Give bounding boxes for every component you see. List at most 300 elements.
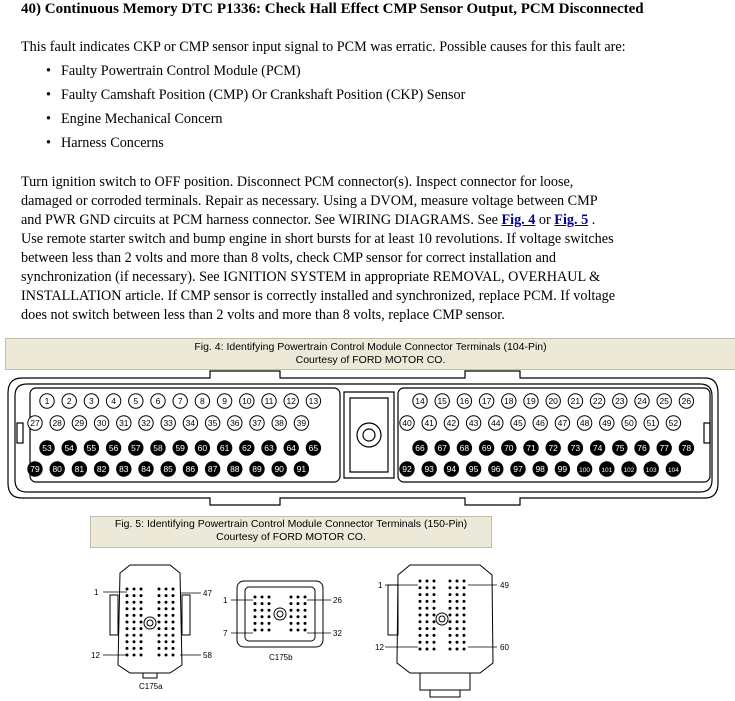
pin-label-53: 53 <box>42 443 52 454</box>
terminal-dot <box>419 600 422 603</box>
pin-label-101: 101 <box>601 467 613 475</box>
pin-label-102: 102 <box>623 467 635 475</box>
pin-label-79: 79 <box>30 464 40 475</box>
pin-label-95: 95 <box>468 464 479 475</box>
pin-label-17: 17 <box>481 396 492 407</box>
terminal-dot <box>290 609 293 612</box>
terminal-dot <box>433 580 436 583</box>
terminal-dot <box>463 580 466 583</box>
bullet-icon: • <box>46 135 51 151</box>
pin-label-12: 12 <box>286 396 296 407</box>
pin-label-80: 80 <box>52 464 62 475</box>
terminal-dot <box>426 586 429 589</box>
terminal-dot <box>297 622 300 625</box>
pin-label-1: 1 <box>44 396 50 407</box>
pin-label-67: 67 <box>437 443 447 454</box>
terminal-dot <box>463 600 466 603</box>
terminal-dot <box>140 621 143 624</box>
pin-label-32: 32 <box>141 418 151 429</box>
c175b-name-label: C175b <box>269 653 293 662</box>
terminal-dot <box>419 641 422 644</box>
terminal-dot <box>419 634 422 637</box>
terminal-dot <box>419 648 422 651</box>
terminal-dot <box>158 634 161 637</box>
terminal-dot <box>433 634 436 637</box>
pin-label-81: 81 <box>74 464 85 475</box>
terminal-dot <box>449 614 452 617</box>
terminal-dot <box>254 609 257 612</box>
fig5-caption: Fig. 5: Identifying Powertrain Control Module Connector Terminals (150-Pin) Courtesy of FORD MOTOR CO. <box>90 516 492 548</box>
terminal-dot <box>268 615 271 618</box>
pin-label-50: 50 <box>624 418 634 429</box>
terminal-dot <box>254 602 257 605</box>
terminal-dot <box>419 614 422 617</box>
terminal-dot <box>426 580 429 583</box>
pin-label-77: 77 <box>659 443 669 454</box>
pin-label-84: 84 <box>141 464 151 475</box>
terminal-dot <box>261 615 264 618</box>
terminal-dot <box>268 629 271 632</box>
terminal-dot <box>165 607 168 610</box>
terminal-dot <box>126 647 129 650</box>
terminal-dot <box>126 607 129 610</box>
c175b-pin-32-label: 32 <box>333 629 342 638</box>
terminal-dot <box>172 588 175 591</box>
pin-label-68: 68 <box>459 443 470 454</box>
terminal-dot <box>419 593 422 596</box>
pin-label-99: 99 <box>557 464 568 475</box>
terminal-dot <box>165 588 168 591</box>
pin-label-61: 61 <box>219 443 230 454</box>
terminal-dot <box>133 634 136 637</box>
pin-label-92: 92 <box>402 464 412 475</box>
terminal-dot <box>172 594 175 597</box>
pin-label-59: 59 <box>175 443 185 454</box>
pin-label-71: 71 <box>526 443 536 454</box>
terminal-dot <box>165 640 168 643</box>
terminal-dot <box>254 596 257 599</box>
terminal-dot <box>133 640 136 643</box>
terminal-dot <box>297 609 300 612</box>
terminal-dot <box>433 586 436 589</box>
list-item: • Harness Concerns <box>46 135 164 151</box>
terminal-dot <box>304 622 307 625</box>
c175a-connector <box>110 565 190 678</box>
pin-label-40: 40 <box>402 418 412 429</box>
pin-label-48: 48 <box>579 418 590 429</box>
terminal-dot <box>140 601 143 604</box>
terminal-dot <box>261 622 264 625</box>
pin-label-26: 26 <box>681 396 692 407</box>
causes-list <box>0 62 465 158</box>
c175a-name-label: C175a <box>139 682 163 691</box>
pin-label-75: 75 <box>615 443 625 454</box>
terminal-dot <box>158 654 161 657</box>
pin-label-21: 21 <box>570 396 581 407</box>
pin-label-104: 104 <box>667 467 679 475</box>
pin-label-82: 82 <box>96 464 107 475</box>
pin-label-2: 2 <box>66 396 72 407</box>
terminal-dot <box>165 647 168 650</box>
terminal-dot <box>426 593 429 596</box>
procedure-text: Turn ignition switch to OFF position. Disconnect PCM connector(s). Inspect connector for loose, damaged or corroded terminals. Repair as necessary. Using a DVOM, measure voltage between CMP and PWR GND circuits at PCM harness connector. See WIRING DIAGRAMS. See Fig. 4 or Fig. 5 . Use remote starter switch and bump engine in short bursts for at least 10 revolutions. If voltage switches between less than 2 volts and more than 8 volts, check CMP sensor for correct installation and synchronization (if necessary). See IGNITION SYSTEM in appropriate REMOVAL, OVERHAUL & INSTALLATION article. If CMP sensor is correctly installed and synchronized, replace PCM. If voltage does not switch between less than 2 volts and more than 8 volts, replace CMP sensor. <box>21 174 616 323</box>
terminal-dot <box>158 594 161 597</box>
terminal-dot <box>172 601 175 604</box>
pin-label-100: 100 <box>579 467 591 475</box>
pin-label-51: 51 <box>646 418 656 429</box>
terminal-dot <box>140 634 143 637</box>
terminal-dot <box>290 622 293 625</box>
list-item: • Faulty Camshaft Position (CMP) Or Crankshaft Position (CKP) Sensor <box>46 87 466 103</box>
terminal-dot <box>456 600 459 603</box>
pin-label-85: 85 <box>163 464 173 475</box>
list-item: • Faulty Powertrain Control Module (PCM) <box>46 63 301 79</box>
terminal-dot <box>290 596 293 599</box>
terminal-dot <box>426 641 429 644</box>
pin-label-96: 96 <box>491 464 501 475</box>
terminal-dot <box>419 580 422 583</box>
fig4-connector-diagram <box>0 368 735 508</box>
c175e-pin-12-label: 12 <box>375 643 384 652</box>
pin-label-8: 8 <box>200 396 205 407</box>
terminal-dot <box>126 588 129 591</box>
terminal-dot <box>456 607 459 610</box>
fig4-pin-grid <box>28 394 694 476</box>
pin-label-5: 5 <box>133 396 139 407</box>
pin-label-76: 76 <box>637 443 647 454</box>
pin-label-62: 62 <box>242 443 252 454</box>
pin-label-9: 9 <box>222 396 227 407</box>
fig4-caption: Fig. 4: Identifying Powertrain Control Module Connector Terminals (104-Pin) Courtesy of FORD MOTOR CO. <box>5 338 735 370</box>
terminal-dot <box>456 580 459 583</box>
terminal-dot <box>433 607 436 610</box>
terminal-dot <box>463 586 466 589</box>
terminal-dot <box>158 627 161 630</box>
pin-label-36: 36 <box>230 418 240 429</box>
terminal-dot <box>254 629 257 632</box>
pin-label-18: 18 <box>504 396 514 407</box>
terminal-dot <box>290 602 293 605</box>
pin-label-24: 24 <box>637 396 647 407</box>
pin-label-83: 83 <box>119 464 129 475</box>
pin-label-38: 38 <box>274 418 284 429</box>
terminal-dot <box>290 615 293 618</box>
terminal-dot <box>133 621 136 624</box>
pin-label-57: 57 <box>131 443 141 454</box>
terminal-dot <box>172 647 175 650</box>
terminal-dot <box>165 634 168 637</box>
terminal-dot <box>433 627 436 630</box>
pin-label-98: 98 <box>535 464 545 475</box>
pin-label-7: 7 <box>177 396 183 407</box>
pin-label-94: 94 <box>446 464 457 475</box>
terminal-dot <box>158 588 161 591</box>
c175a-pin-58-label: 58 <box>203 651 212 660</box>
c175b-connector <box>237 581 323 647</box>
pin-label-20: 20 <box>548 396 558 407</box>
terminal-dot <box>426 634 429 637</box>
terminal-dot <box>456 648 459 651</box>
terminal-dot <box>297 602 300 605</box>
terminal-dot <box>426 600 429 603</box>
terminal-dot <box>126 621 129 624</box>
pin-label-103: 103 <box>645 467 657 475</box>
terminal-dot <box>140 588 143 591</box>
bullet-icon: • <box>46 63 51 79</box>
terminal-dot <box>165 627 168 630</box>
terminal-dot <box>133 607 136 610</box>
c175b-pin-1-label: 1 <box>223 596 228 605</box>
pin-label-87: 87 <box>207 464 218 475</box>
pin-label-78: 78 <box>681 443 692 454</box>
terminal-dot <box>140 640 143 643</box>
terminal-dot <box>463 634 466 637</box>
terminal-dot <box>268 609 271 612</box>
pin-label-27: 27 <box>30 418 40 429</box>
terminal-dot <box>172 607 175 610</box>
pin-label-4: 4 <box>111 396 116 407</box>
terminal-dot <box>126 640 129 643</box>
pin-label-41: 41 <box>424 418 434 429</box>
bullet-icon: • <box>46 87 51 103</box>
terminal-dot <box>133 594 136 597</box>
pin-label-13: 13 <box>308 396 319 407</box>
pin-label-46: 46 <box>535 418 545 429</box>
pin-label-52: 52 <box>668 418 679 429</box>
terminal-dot <box>140 614 143 617</box>
pin-label-25: 25 <box>659 396 669 407</box>
fig5-link[interactable]: Fig. 5 <box>554 212 589 228</box>
c175e-pin-60-label: 60 <box>500 643 509 652</box>
terminal-dot <box>140 627 143 630</box>
pin-label-56: 56 <box>108 443 119 454</box>
terminal-dot <box>126 601 129 604</box>
terminal-dot <box>456 634 459 637</box>
terminal-dot <box>426 627 429 630</box>
terminal-dot <box>304 602 307 605</box>
terminal-dot <box>133 647 136 650</box>
terminal-dot <box>172 634 175 637</box>
terminal-dot <box>463 607 466 610</box>
pin-label-65: 65 <box>308 443 319 454</box>
terminal-dot <box>165 614 168 617</box>
terminal-dot <box>165 594 168 597</box>
terminal-dot <box>449 593 452 596</box>
pin-label-73: 73 <box>570 443 581 454</box>
terminal-dot <box>172 614 175 617</box>
pin-label-45: 45 <box>513 418 523 429</box>
pin-label-39: 39 <box>296 418 307 429</box>
list-item: • Engine Mechanical Concern <box>46 111 223 127</box>
terminal-dot <box>433 593 436 596</box>
pin-label-31: 31 <box>119 418 129 429</box>
terminal-dot <box>433 648 436 651</box>
pin-label-47: 47 <box>557 418 568 429</box>
terminal-dot <box>172 640 175 643</box>
terminal-dot <box>165 654 168 657</box>
pin-label-22: 22 <box>592 396 603 407</box>
pin-label-70: 70 <box>504 443 514 454</box>
terminal-dot <box>297 629 300 632</box>
pin-label-74: 74 <box>592 443 603 454</box>
pin-label-44: 44 <box>491 418 501 429</box>
terminal-dot <box>426 614 429 617</box>
intro-text: This fault indicates CKP or CMP sensor input signal to PCM was erratic. Possible causes for this fault are: <box>21 39 626 55</box>
terminal-dot <box>456 593 459 596</box>
terminal-dot <box>456 586 459 589</box>
terminal-dot <box>449 600 452 603</box>
c175a-pin-12-label: 12 <box>91 651 100 660</box>
terminal-dot <box>419 586 422 589</box>
pin-label-72: 72 <box>548 443 558 454</box>
terminal-dot <box>165 601 168 604</box>
pin-label-63: 63 <box>264 443 274 454</box>
c175b-pin-26-label: 26 <box>333 596 342 605</box>
terminal-dot <box>304 609 307 612</box>
c175b-pin-7-label: 7 <box>223 629 228 638</box>
pin-label-37: 37 <box>252 418 262 429</box>
terminal-dot <box>133 627 136 630</box>
terminal-dot <box>419 607 422 610</box>
pin-label-97: 97 <box>513 464 523 475</box>
pin-label-66: 66 <box>415 443 425 454</box>
terminal-dot <box>126 634 129 637</box>
terminal-dot <box>254 622 257 625</box>
pin-label-89: 89 <box>252 464 262 475</box>
terminal-dot <box>133 654 136 657</box>
terminal-dot <box>261 596 264 599</box>
terminal-dot <box>456 620 459 623</box>
terminal-dot <box>261 602 264 605</box>
terminal-dot <box>254 615 257 618</box>
terminal-dot <box>172 621 175 624</box>
pin-label-30: 30 <box>96 418 107 429</box>
terminal-dot <box>297 615 300 618</box>
terminal-dot <box>426 620 429 623</box>
terminal-dot <box>449 634 452 637</box>
terminal-dot <box>158 614 161 617</box>
pin-label-90: 90 <box>274 464 284 475</box>
section-heading: 40) Continuous Memory DTC P1336: Check Hall Effect CMP Sensor Output, PCM Disconnected <box>21 1 644 17</box>
pin-label-15: 15 <box>437 396 447 407</box>
pin-label-43: 43 <box>468 418 479 429</box>
pin-label-35: 35 <box>207 418 218 429</box>
pin-label-34: 34 <box>185 418 196 429</box>
terminal-dot <box>126 614 129 617</box>
pin-label-69: 69 <box>481 443 492 454</box>
pin-label-54: 54 <box>64 443 74 454</box>
terminal-dot <box>419 620 422 623</box>
terminal-dot <box>449 586 452 589</box>
terminal-dot <box>126 594 129 597</box>
terminal-dot <box>433 600 436 603</box>
pin-label-55: 55 <box>86 443 97 454</box>
bullet-icon: • <box>46 111 51 127</box>
terminal-dot <box>165 621 168 624</box>
terminal-dot <box>449 648 452 651</box>
fig5-connector-diagram <box>85 555 535 701</box>
pin-label-6: 6 <box>155 396 161 407</box>
terminal-dot <box>304 615 307 618</box>
pin-label-14: 14 <box>415 396 425 407</box>
terminal-dot <box>172 654 175 657</box>
terminal-dot <box>133 614 136 617</box>
pin-label-91: 91 <box>296 464 307 475</box>
terminal-dot <box>140 607 143 610</box>
terminal-dot <box>261 629 264 632</box>
fig4-link[interactable]: Fig. 4 <box>501 212 536 228</box>
pin-label-23: 23 <box>615 396 625 407</box>
pin-label-3: 3 <box>89 396 94 407</box>
terminal-dot <box>449 641 452 644</box>
terminal-dot <box>449 580 452 583</box>
terminal-dot <box>463 648 466 651</box>
pin-label-64: 64 <box>286 443 296 454</box>
c175a-pin-1-label: 1 <box>94 588 99 597</box>
terminal-dot <box>304 596 307 599</box>
terminal-dot <box>133 601 136 604</box>
pin-label-86: 86 <box>185 464 196 475</box>
pin-label-49: 49 <box>602 418 612 429</box>
pin-label-16: 16 <box>459 396 470 407</box>
terminal-dot <box>456 627 459 630</box>
c175e-pin-49-label: 49 <box>500 581 509 590</box>
terminal-dot <box>426 648 429 651</box>
pin-label-93: 93 <box>424 464 434 475</box>
terminal-dot <box>433 641 436 644</box>
pin-label-29: 29 <box>74 418 85 429</box>
pin-label-88: 88 <box>230 464 240 475</box>
pin-label-11: 11 <box>264 396 274 407</box>
terminal-dot <box>304 629 307 632</box>
terminal-dot <box>268 602 271 605</box>
terminal-dot <box>433 614 436 617</box>
terminal-dot <box>158 621 161 624</box>
terminal-dot <box>268 622 271 625</box>
terminal-dot <box>463 593 466 596</box>
terminal-dot <box>463 641 466 644</box>
c175a-pin-47-label: 47 <box>203 589 212 598</box>
pin-label-28: 28 <box>52 418 62 429</box>
terminal-dot <box>158 640 161 643</box>
terminal-dot <box>426 607 429 610</box>
terminal-dot <box>463 620 466 623</box>
terminal-dot <box>133 588 136 591</box>
pin-label-58: 58 <box>153 443 163 454</box>
pin-label-19: 19 <box>526 396 536 407</box>
c175e-pin-1-label: 1 <box>378 581 383 590</box>
pin-label-33: 33 <box>163 418 173 429</box>
terminal-dot <box>140 647 143 650</box>
pin-label-42: 42 <box>446 418 457 429</box>
terminal-dot <box>140 594 143 597</box>
terminal-dot <box>297 596 300 599</box>
terminal-dot <box>268 596 271 599</box>
terminal-dot <box>158 601 161 604</box>
terminal-dot <box>449 607 452 610</box>
terminal-dot <box>463 627 466 630</box>
pin-label-10: 10 <box>242 396 252 407</box>
pin-label-60: 60 <box>197 443 208 454</box>
terminal-dot <box>172 627 175 630</box>
terminal-dot <box>449 620 452 623</box>
terminal-dot <box>290 629 293 632</box>
terminal-dot <box>433 620 436 623</box>
terminal-dot <box>126 627 129 630</box>
terminal-dot <box>449 627 452 630</box>
terminal-dot <box>456 614 459 617</box>
terminal-dot <box>456 641 459 644</box>
